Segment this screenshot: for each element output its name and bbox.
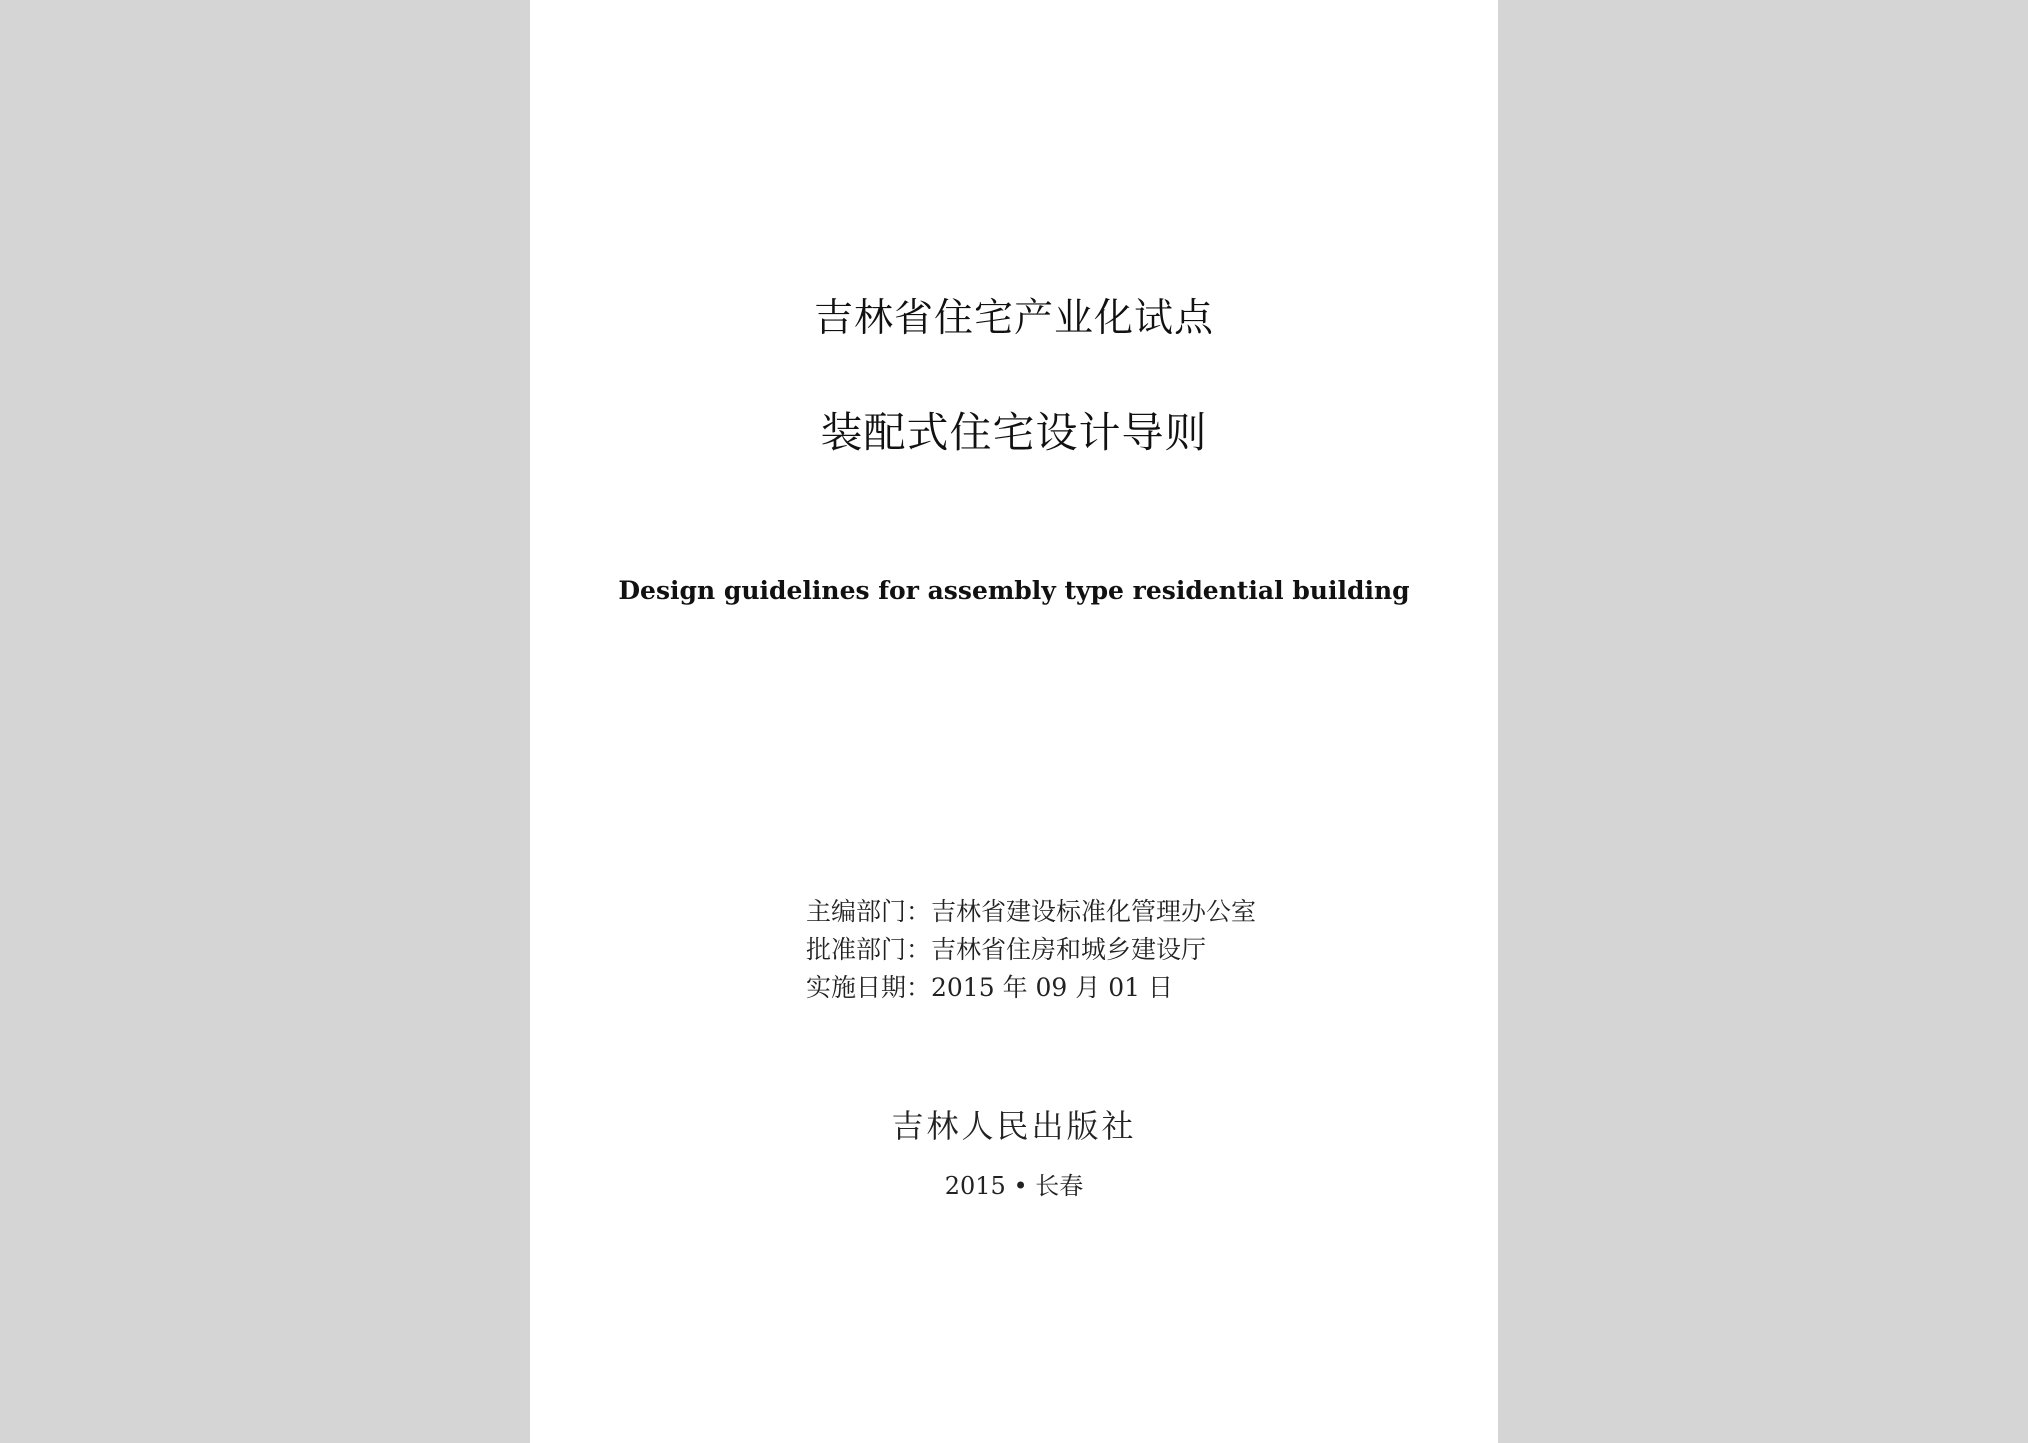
document-page (530, 0, 1498, 1443)
approval-department: 批准部门：吉林省住房和城乡建设厅 (806, 935, 1207, 964)
info-block (806, 893, 1256, 1007)
editor-department: 主编部门：吉林省建设标准化管理办公室 (806, 897, 1257, 926)
publisher: 吉林人民出版社 (891, 1107, 1137, 1145)
implementation-date: 实施日期：2015 年 09 月 01 日 (806, 973, 1173, 1002)
english-title: Design guidelines for assembly type residential building (618, 576, 1410, 605)
title-line-2: 装配式住宅设计导则 (820, 408, 1208, 457)
title-line-1: 吉林省住宅产业化试点 (813, 296, 1214, 341)
publication-year-place: 2015 • 长春 (944, 1172, 1084, 1200)
